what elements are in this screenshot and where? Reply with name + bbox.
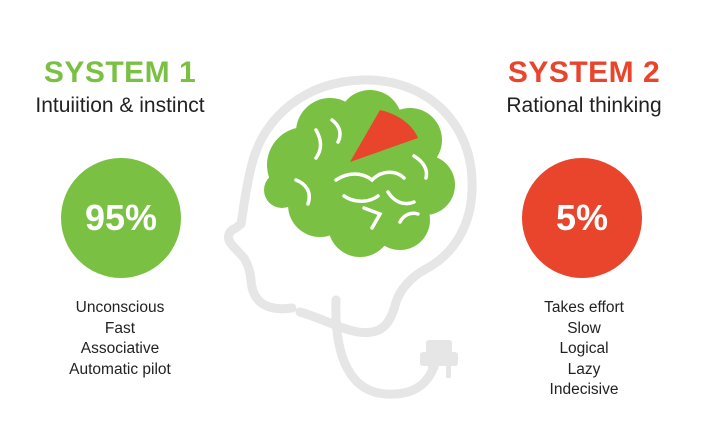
system1-trait: Associative bbox=[80, 340, 160, 357]
system2-percent: 5% bbox=[555, 197, 609, 238]
system1-title: SYSTEM 1 bbox=[43, 56, 197, 89]
system2-trait: Lazy bbox=[567, 360, 601, 378]
system2-title: SYSTEM 2 bbox=[507, 56, 661, 89]
brain-icon bbox=[264, 90, 455, 257]
system1-trait: Automatic pilot bbox=[69, 360, 171, 378]
system1-percent-circle bbox=[61, 158, 181, 278]
system2-trait: Logical bbox=[559, 340, 609, 357]
system2-trait: Slow bbox=[567, 319, 601, 337]
system1-trait: Unconscious bbox=[75, 299, 165, 316]
system2-trait: Takes effort bbox=[544, 299, 624, 316]
system1-trait: Fast bbox=[104, 319, 136, 337]
system1-subtitle: Intuiition & instinct bbox=[35, 94, 205, 117]
plug-icon bbox=[420, 340, 458, 378]
system2-percent-circle bbox=[522, 158, 642, 278]
system1-percent: 95% bbox=[84, 197, 158, 238]
head-illustration bbox=[200, 60, 500, 441]
system2-traits bbox=[464, 298, 704, 401]
system2-subtitle: Rational thinking bbox=[506, 94, 662, 117]
system2-trait: Indecisive bbox=[549, 381, 619, 398]
